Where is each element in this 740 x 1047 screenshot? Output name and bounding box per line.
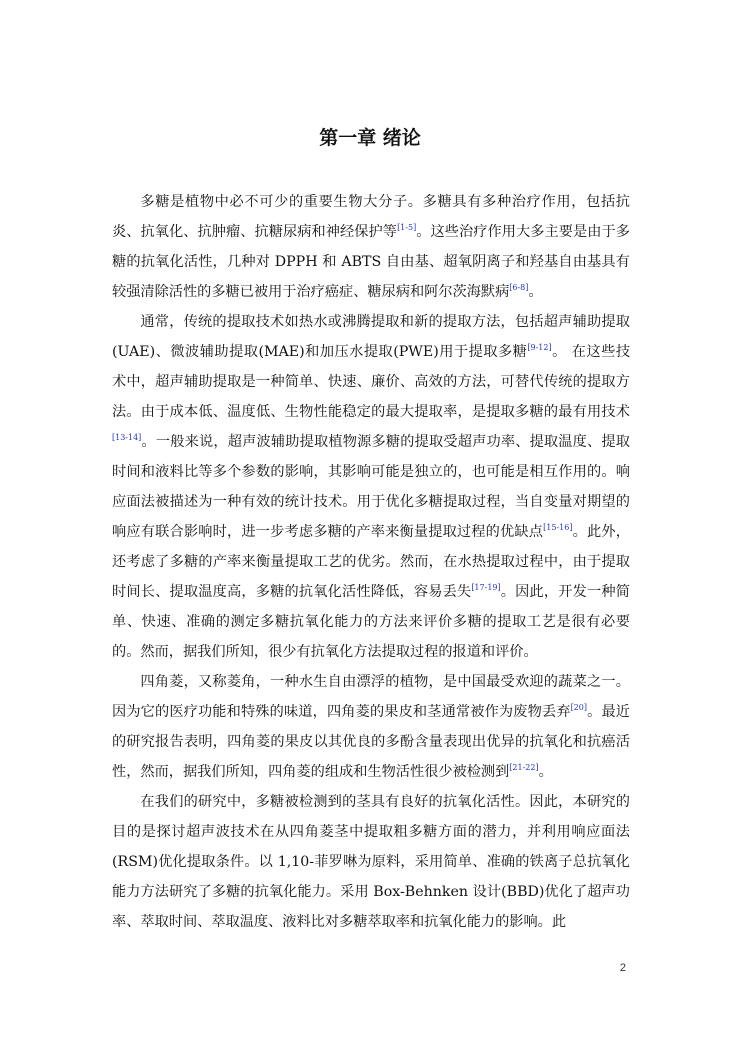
citation-ref: [9-12] [527, 343, 552, 352]
paragraph-text: 。 [528, 284, 543, 300]
citation-ref: [17-19] [471, 583, 501, 592]
body-paragraph [112, 307, 630, 667]
page-number: 2 [619, 962, 626, 974]
paragraph-text: 。此外，还考虑了多糖的产率来衡量提取工艺的优劣。然而，在水热提取过程中，由于提取时间长、提取温度高，多糖的抗氧化活性降低，容易丢失 [112, 524, 630, 600]
citation-ref: [21-22] [509, 763, 539, 772]
paragraph-text: 。 [538, 764, 553, 780]
paragraph-text: 。最近的研究报告表明，四角菱的果皮以其优良的多酚含量表现出优异的抗氧化和抗癌活性，然而，据我们所知，四角菱的组成和生物活性很少被检测到 [112, 704, 630, 780]
body-paragraph [112, 667, 630, 787]
body-text [112, 187, 630, 937]
citation-ref: [20] [570, 703, 587, 712]
paragraph-text: 。一般来说，超声波辅助提取植物源多糖的提取受超声功率、提取温度、提取时间和液料比等多个参数的影响，其影响可能是独立的，也可能是相互作用的。响应面法被描述为一种有效的统计技术。用于优化多糖提取过程，当自变量对期望的响应有联合影响时，进一步考虑多糖的产率来衡量提取过程的优缺点 [112, 434, 630, 540]
paragraph-text: 四角菱，又称菱角，一种水生自由漂浮的植物，是中国最受欢迎的蔬菜之一。因为它的医疗功能和特殊的味道，四角菱的果皮和茎通常被作为废物丢弃 [112, 674, 630, 720]
citation-ref: [6-8] [509, 283, 529, 292]
chapter-title: 第一章 绪论 [319, 127, 421, 149]
body-paragraph [112, 787, 630, 937]
body-paragraph [112, 187, 630, 307]
paragraph-text: 。 在这些技术中，超声辅助提取是一种简单、快速、廉价、高效的方法，可替代传统的提取方法。由于成本低、温度低、生物性能稳定的最大提取率，是提取多糖的最有用技术 [112, 344, 631, 420]
citation-ref: [13-14] [112, 433, 142, 442]
citation-ref: [15-16] [543, 523, 573, 532]
paragraph-text: 。这些治疗作用大多主要是由于多糖的抗氧化活性，几种对 DPPH 和 ABTS 自由基、超氧阴离子和羟基自由基具有较强清除活性的多糖已被用于治疗癌症、糖尿病和阿尔茨海默病 [112, 224, 630, 300]
citation-ref: [1-5] [397, 223, 417, 232]
paragraph-text: 多糖是植物中必不可少的重要生物大分子。多糖具有多种治疗作用，包括抗炎、抗氧化、抗肿瘤、抗糖尿病和神经保护等 [112, 194, 630, 240]
paragraph-text: 通常，传统的提取技术如热水或沸腾提取和新的提取方法，包括超声辅助提取(UAE)、微波辅助提取(MAE)和加压水提取(PWE)用于提取多糖 [112, 314, 630, 360]
paragraph-text: 在我们的研究中，多糖被检测到的茎具有良好的抗氧化活性。因此，本研究的目的是探讨超声波技术在从四角菱茎中提取粗多糖方面的潜力，并利用响应面法(RSM)优化提取条件。以 1,10-菲罗啉为原料，采用简单、准确的铁离子总抗氧化能力方法研究了多糖的抗氧化能力。采用 Box-Behnken 设计(BBD)优化了超声功率、萃取时间、萃取温度、液料比对多糖萃取率和抗氧化能力的影响。此 [112, 794, 630, 930]
paragraph-text: 。因此，开发一种简单、快速、准确的测定多糖抗氧化能力的方法来评价多糖的提取工艺是很有必要的。然而，据我们所知，很少有抗氧化方法提取过程的报道和评价。 [112, 584, 630, 660]
